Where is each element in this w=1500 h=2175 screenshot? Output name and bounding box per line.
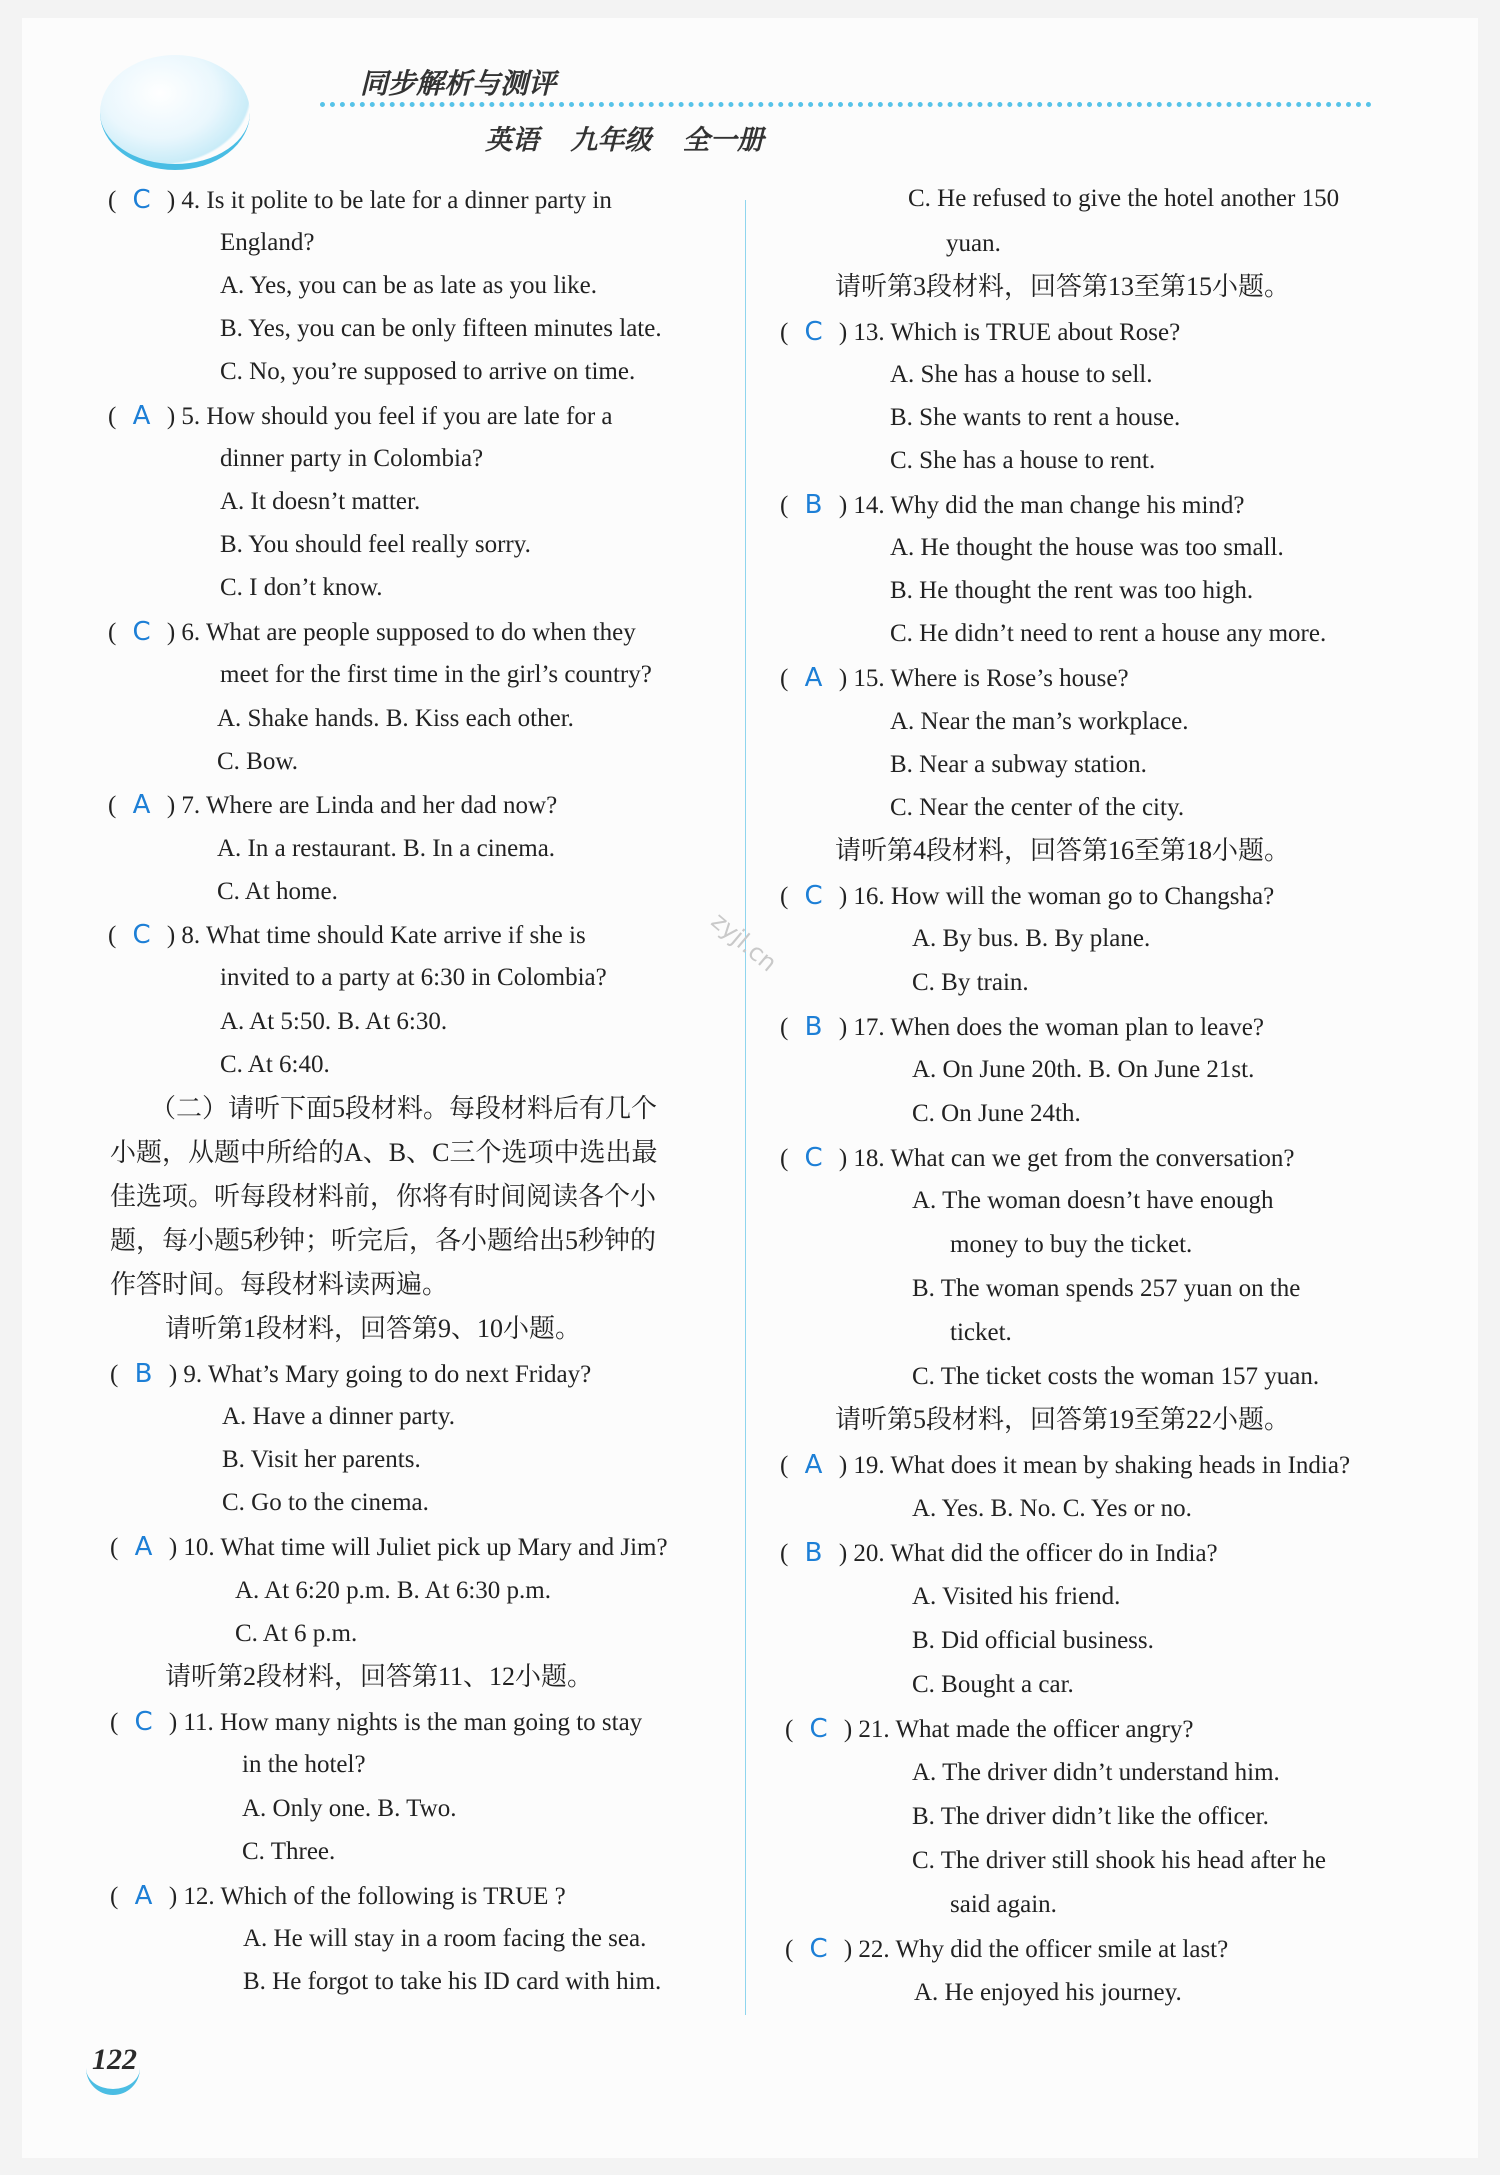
question-line — [780, 1538, 1218, 1569]
option-line: A. The driver didn’t understand him. — [912, 1759, 1280, 1786]
answer-mark: C — [809, 1714, 828, 1744]
answer-paren: ) — [162, 1883, 184, 1910]
answer-mark: B — [804, 1538, 823, 1568]
question-line — [108, 617, 636, 648]
option-line: B. The woman spends 257 yuan on the — [912, 1275, 1301, 1302]
option-line: A. He will stay in a room facing the sea. — [243, 1925, 647, 1952]
instruction-line: 题，每小题5秒钟；听完后，各小题给出5秒钟的 — [110, 1226, 657, 1255]
answer-mark: C — [134, 1707, 153, 1737]
answer-mark: A — [804, 663, 823, 693]
answer-paren: ( — [110, 1709, 125, 1736]
answer-mark: C — [809, 1934, 828, 1964]
option-line: B. Visit her parents. — [222, 1446, 421, 1473]
answer-mark: C — [132, 617, 151, 647]
answer-mark: B — [804, 490, 823, 520]
answer-paren: ) — [832, 1014, 854, 1041]
answer-paren: ( — [785, 1936, 800, 1963]
answer-mark: C — [132, 920, 151, 950]
book-title: 同步解析与测评 — [360, 67, 557, 100]
question-text: 8. What time should Kate arrive if she is — [181, 922, 586, 949]
option-line: England? — [220, 229, 315, 256]
question-line — [780, 881, 1274, 912]
option-line: in the hotel? — [242, 1751, 366, 1778]
question-text: 4. Is it polite to be late for a dinner party in — [181, 187, 612, 214]
instruction-line: 作答时间。每段材料读两遍。 — [110, 1270, 449, 1299]
question-text: 20. What did the officer do in India? — [853, 1540, 1218, 1567]
question-text: 16. How will the woman go to Changsha? — [853, 883, 1275, 910]
option-line: A. It doesn’t matter. — [220, 488, 421, 515]
option-line: C. I don’t know. — [220, 574, 383, 601]
option-line: A. She has a house to sell. — [890, 361, 1153, 388]
answer-paren: ( — [780, 1540, 795, 1567]
question-text: 15. Where is Rose’s house? — [853, 665, 1129, 692]
header-dotted-rule — [320, 102, 1372, 107]
answer-paren: ) — [832, 492, 854, 519]
option-line: B. The driver didn’t like the officer. — [912, 1803, 1269, 1830]
answer-paren: ) — [837, 1716, 859, 1743]
question-text: 9. What’s Mary going to do next Friday? — [183, 1361, 592, 1388]
option-line: C. No, you’re supposed to arrive on time. — [220, 358, 636, 385]
question-line — [780, 1012, 1264, 1043]
option-line: A. Only one. B. Two. — [242, 1795, 457, 1822]
question-line — [110, 1359, 591, 1390]
answer-paren: ( — [780, 883, 795, 910]
option-line: B. Did official business. — [912, 1627, 1154, 1654]
answer-paren: ) — [160, 792, 182, 819]
option-line: A. Visited his friend. — [912, 1583, 1121, 1610]
option-line: C. The driver still shook his head after he — [912, 1847, 1327, 1874]
option-line: A. Have a dinner party. — [222, 1403, 456, 1430]
option-line: C. At 6:40. — [220, 1051, 330, 1078]
answer-paren: ) — [832, 319, 854, 346]
answer-mark: B — [134, 1359, 153, 1389]
answer-paren: ) — [160, 619, 182, 646]
answer-paren: ) — [832, 1145, 854, 1172]
option-line: C. At 6 p.m. — [235, 1620, 358, 1647]
option-line: C. The ticket costs the woman 157 yuan. — [912, 1363, 1320, 1390]
question-text: 10. What time will Juliet pick up Mary and Jim? — [183, 1534, 668, 1561]
option-line: B. Near a subway station. — [890, 751, 1147, 778]
instruction-line: 请听第5段材料，回答第19至第22小题。 — [835, 1405, 1291, 1434]
question-line — [780, 490, 1245, 521]
answer-paren: ) — [162, 1534, 184, 1561]
answer-paren: ( — [108, 187, 123, 214]
option-line: A. Yes. B. No. C. Yes or no. — [912, 1495, 1192, 1522]
answer-paren: ( — [780, 665, 795, 692]
option-line: dinner party in Colombia? — [220, 445, 484, 472]
question-line — [108, 185, 612, 216]
answer-paren: ( — [108, 619, 123, 646]
answer-paren: ( — [780, 319, 795, 346]
question-text: 19. What does it mean by shaking heads in India? — [853, 1452, 1351, 1479]
option-line: A. At 6:20 p.m. B. At 6:30 p.m. — [235, 1577, 552, 1604]
instruction-line: 请听第1段材料，回答第9、10小题。 — [165, 1314, 582, 1343]
answer-mark: A — [134, 1881, 153, 1911]
question-line — [110, 1707, 642, 1738]
question-line — [780, 317, 1180, 348]
option-line: B. He forgot to take his ID card with him. — [243, 1968, 662, 1995]
question-text: 18. What can we get from the conversation? — [853, 1145, 1295, 1172]
question-line — [780, 1143, 1294, 1174]
question-text: 13. Which is TRUE about Rose? — [853, 319, 1181, 346]
answer-paren: ( — [780, 1145, 795, 1172]
answer-paren: ) — [160, 187, 182, 214]
instruction-line: 请听第3段材料，回答第13至第15小题。 — [835, 272, 1291, 301]
option-line: money to buy the ticket. — [950, 1231, 1193, 1258]
question-text: 22. Why did the officer smile at last? — [858, 1936, 1229, 1963]
answer-mark: A — [132, 401, 151, 431]
question-line — [780, 1450, 1350, 1481]
answer-paren: ( — [110, 1361, 125, 1388]
answer-paren: ( — [785, 1716, 800, 1743]
answer-mark: A — [132, 790, 151, 820]
option-line: A. In a restaurant. B. In a cinema. — [217, 835, 556, 862]
answer-mark: A — [134, 1532, 153, 1562]
answer-mark: A — [804, 1450, 823, 1480]
question-line — [110, 1532, 668, 1563]
answer-paren: ) — [160, 922, 182, 949]
question-text: 12. Which of the following is TRUE ? — [183, 1883, 566, 1910]
option-line: A. At 5:50. B. At 6:30. — [220, 1008, 448, 1035]
option-line: A. On June 20th. B. On June 21st. — [912, 1056, 1255, 1083]
instruction-line: （二）请听下面5段材料。每段材料后有几个 — [150, 1094, 658, 1123]
option-line: B. Yes, you can be only fifteen minutes late. — [220, 315, 662, 342]
answer-mark: C — [804, 1143, 823, 1173]
question-text: 17. When does the woman plan to leave? — [853, 1014, 1264, 1041]
watermark: zyjl.cn — [705, 906, 783, 978]
answer-paren: ) — [832, 1452, 854, 1479]
option-line: invited to a party at 6:30 in Colombia? — [220, 964, 607, 991]
answer-paren: ) — [832, 883, 854, 910]
question-line — [108, 401, 613, 432]
answer-paren: ( — [110, 1534, 125, 1561]
answer-paren: ) — [160, 403, 182, 430]
option-line: C. By train. — [912, 969, 1029, 996]
answer-mark: B — [804, 1012, 823, 1042]
question-line — [785, 1714, 1193, 1745]
option-line: C. Three. — [242, 1838, 336, 1865]
option-line: B. You should feel really sorry. — [220, 531, 531, 558]
answer-paren: ( — [780, 1452, 795, 1479]
option-line: C. On June 24th. — [912, 1100, 1081, 1127]
option-line: C. She has a house to rent. — [890, 447, 1156, 474]
book-subtitle: 英语 九年级 全一册 — [485, 125, 764, 156]
option-line: meet for the first time in the girl’s country? — [220, 661, 652, 688]
question-line — [780, 663, 1129, 694]
page-number: 122 — [92, 2043, 137, 2076]
option-line: A. Near the man’s workplace. — [890, 708, 1189, 735]
option-line: A. Shake hands. B. Kiss each other. — [217, 705, 574, 732]
option-line: said again. — [950, 1891, 1057, 1918]
option-line: yuan. — [946, 230, 1001, 257]
answer-mark: C — [804, 881, 823, 911]
answer-paren: ) — [832, 665, 854, 692]
option-line: A. He thought the house was too small. — [890, 534, 1284, 561]
answer-paren: ) — [162, 1361, 184, 1388]
answer-paren: ( — [110, 1883, 125, 1910]
instruction-line: 佳选项。听每段材料前，你将有时间阅读各个小 — [110, 1182, 657, 1211]
instruction-line: 请听第2段材料，回答第11、12小题。 — [165, 1662, 594, 1691]
option-line: A. He enjoyed his journey. — [914, 1979, 1182, 2006]
option-line: B. She wants to rent a house. — [890, 404, 1181, 431]
question-line — [110, 1881, 566, 1912]
option-line: C. Bow. — [217, 748, 299, 775]
option-line: C. He refused to give the hotel another 150 — [908, 185, 1340, 212]
answer-mark: C — [132, 185, 151, 215]
answer-paren: ) — [832, 1540, 854, 1567]
option-line: B. He thought the rent was too high. — [890, 577, 1254, 604]
book-logo — [100, 55, 250, 170]
question-text: 14. Why did the man change his mind? — [853, 492, 1245, 519]
answer-paren: ( — [780, 492, 795, 519]
answer-paren: ( — [108, 403, 123, 430]
option-line: C. At home. — [217, 878, 338, 905]
option-line: A. Yes, you can be as late as you like. — [220, 272, 598, 299]
option-line: C. Near the center of the city. — [890, 794, 1185, 821]
answer-paren: ) — [837, 1936, 859, 1963]
option-line: C. Go to the cinema. — [222, 1489, 429, 1516]
answer-paren: ( — [780, 1014, 795, 1041]
option-line: C. Bought a car. — [912, 1671, 1074, 1698]
answer-paren: ( — [108, 792, 123, 819]
question-line — [785, 1934, 1228, 1965]
question-line — [108, 920, 586, 951]
question-line — [108, 790, 557, 821]
instruction-line: 小题，从题中所给的A、B、C三个选项中选出最 — [110, 1138, 658, 1167]
answer-paren: ) — [162, 1709, 184, 1736]
column-divider — [745, 200, 746, 2015]
option-line: C. He didn’t need to rent a house any more. — [890, 620, 1327, 647]
instruction-line: 请听第4段材料，回答第16至第18小题。 — [835, 836, 1291, 865]
option-line: ticket. — [950, 1319, 1012, 1346]
question-text: 6. What are people supposed to do when they — [181, 619, 636, 646]
answer-mark: C — [804, 317, 823, 347]
option-line: A. By bus. B. By plane. — [912, 925, 1151, 952]
question-text: 11. How many nights is the man going to stay — [183, 1709, 643, 1736]
answer-paren: ( — [108, 922, 123, 949]
option-line: A. The woman doesn’t have enough — [912, 1187, 1274, 1214]
question-text: 21. What made the officer angry? — [858, 1716, 1194, 1743]
question-text: 5. How should you feel if you are late for a — [181, 403, 613, 430]
question-text: 7. Where are Linda and her dad now? — [181, 792, 558, 819]
